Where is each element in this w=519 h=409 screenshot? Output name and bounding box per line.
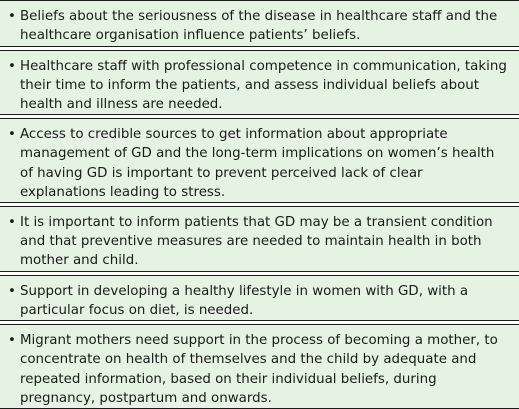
- table-row: [0, 275, 519, 322]
- table-row: [0, 118, 519, 203]
- bullet-icon: •: [8, 9, 16, 24]
- row-text: Healthcare staff with professional competence in communication, taking their time to inform the patients, and assess individual beliefs about health and illness are needed.: [20, 58, 507, 112]
- table-row: [0, 50, 519, 116]
- row-text: Migrant mothers need support in the process of becoming a mother, to concentrate on health of themselves and the child by adequate and repeated information, based on their individual beliefs, during pregnancy, postpartum and onwards.: [20, 333, 498, 406]
- row-text: Access to credible sources to get information about appropriate management of GD and the long-term implications on women’s health of having GD is important to prevent perceived lack of clear explanations leading to stress.: [20, 127, 495, 200]
- row-text: Beliefs about the seriousness of the disease in healthcare staff and the healthcare organisation influence patients’ beliefs.: [20, 9, 498, 44]
- bullet-icon: •: [8, 127, 16, 143]
- table-row: [0, 206, 519, 272]
- table-row: [0, 0, 519, 47]
- table-row: [0, 324, 519, 409]
- bullet-icon: •: [8, 333, 16, 349]
- row-text: Support in developing a healthy lifestyle in women with GD, with a particular focus on diet, is needed.: [20, 283, 469, 318]
- bullet-icon: •: [8, 215, 16, 231]
- row-text: It is important to inform patients that GD may be a transient condition and that preventive measures are needed to maintain health in both mother and child.: [20, 215, 493, 269]
- bullet-icon: •: [8, 58, 16, 74]
- bullet-icon: •: [8, 283, 16, 299]
